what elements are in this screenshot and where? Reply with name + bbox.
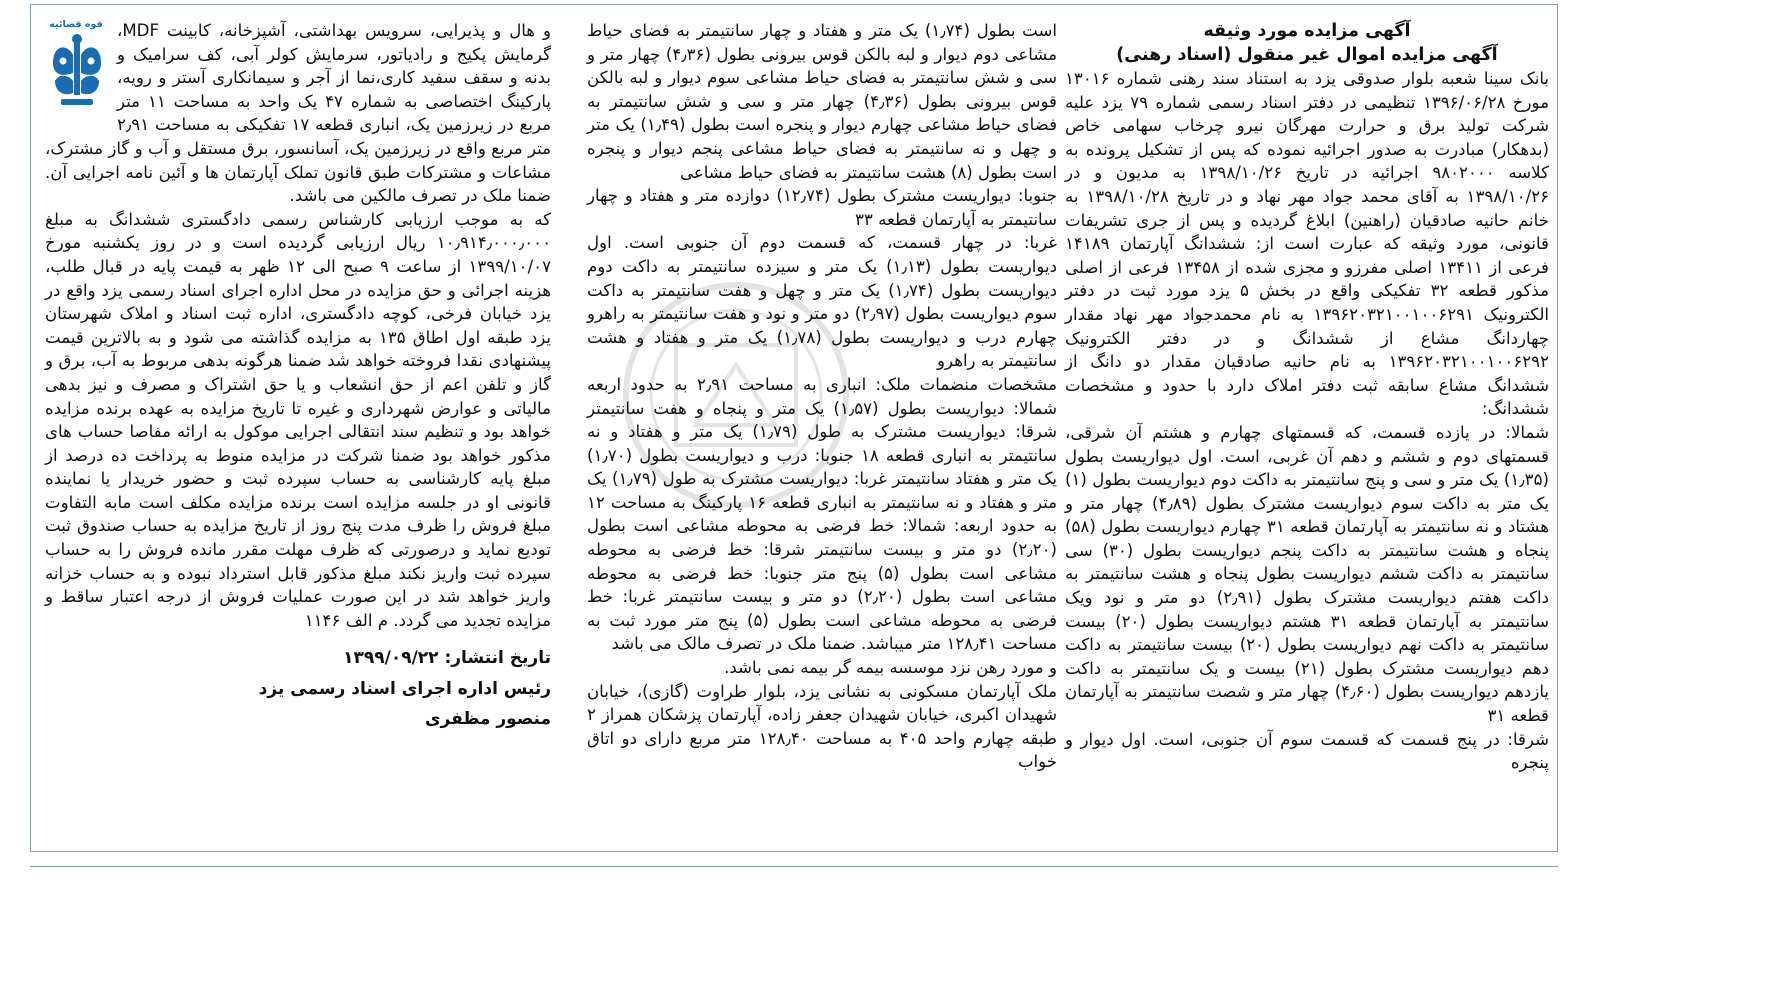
paragraph: و هال و پذیرایی، سرویس بهداشتی، آشپزخانه، کابینت MDF، گرمایش پکیج و رادیاتور، سرمایش کولر آبی، کف سرامیک و بدنه و سقف سفید کاری،نما از آجر و سیمانکاری آستر و رویه، پارکینگ اختصاصی به شماره ۴۷ یک واحد به مساحت ۱۱ متر مربع در زیرزمین یک، انباری قطعه ۱۷ تفکیکی به مساحت ۲٫۹۱ متر مربع واقع در زیرزمین یک، آسانسور، برق مستقل و آب و گاز مشترک، مشاعات و مشترکات طبق قانون تملک آپارتمان ها و آئین نامه اجرایی آن. ضمنا ملک در تصرف مالکین می باشد. — [45, 21, 551, 206]
paragraph: شمالا: در یازده قسمت، که قسمتهای چهارم و هشتم آن شرقی، قسمتهای دوم و ششم و دهم آن غربی، است. اول دیواریست بطول (۱٫۳۵) یک متر و سی و پنج سانتیمتر به داکت دوم دیواریست بطول (۱) یک متر به داکت سوم دیواریست مشترک بطول (۴٫۸۹) چهار متر و هشتاد و نه سانتیمتر به آپارتمان قطعه ۳۱ چهارم دیواریست بطول (۵۸) پنجاه و هشت سانتیمتر به داکت پنجم دیواریست بطول (۳۰) سی سانتیمتر به داکت ششم دیواریست بطول پنجاه و هشت سانتیمتر به داکت هفتم دیواریست مشترک بطول (۲٫۹۱) دو متر و نود ویک سانتیمتر به آپارتمان قطعه ۳۱ هشتم دیواریست بطول (۲۰) بیست سانتیمتر به داکت نهم دیواریست بطول (۲۰) بیست سانتیمتر به داکت دهم دیواریست مشترک بطول (۲۱) بیست و یک سانتیمتر به داکت یازدهم دیواریست بطول (۴٫۶۰) چهار متر و شصت سانتیمتر به آپارتمان قطعه ۳۱ — [1065, 422, 1550, 726]
notice-frame — [30, 4, 1558, 852]
paragraph: مشخصات منضمات ملک: انباری به مساحت ۲٫۹۱ به حدود اربعه شمالا: دیواریست بطول (۱٫۵۷) یک متر و پنجاه و هفت سانتیمتر شرقا: دیواریست مشترک به طول (۱٫۷۹) یک متر و هفتاد و نه سانتیمتر به انباری قطعه ۱۸ جنوبا: درب و دیواریست بطول (۱٫۷۰) یک متر و هفتاد سانتیمتر غربا: دیواریست مشترک به طول (۱٫۷۹) یک متر و هفتاد و نه سانتیمتر به انباری قطعه ۱۶ پارکینگ به مساحت ۱۲ به حدود اربعه: شمالا: خط فرضی به محوطه مشاعی است بطول (۲٫۲۰) دو متر و بیست سانتیمتر شرقا: خط فرضی به محوطه مشاعی است بطول (۵) پنج متر جنوبا: خط فرضی به محوطه مشاعی است بطول (۲٫۲۰) دو متر و بیست سانتیمتر غربا: خط فرضی به محوطه مشاعی است بطول (۵) پنج متر مورد ثبت به مساحت ۱۲۸٫۴۱ متر میباشد. ضمنا ملک در تصرف مالک می باشد — [587, 374, 1058, 654]
left-column — [45, 19, 551, 732]
judiciary-emblem-icon — [49, 33, 105, 109]
paragraph: غربا: در چهار قسمت، که قسمت دوم آن جنوبی است. اول دیواریست بطول (۱٫۱۳) یک متر و سیزده سانتیمتر به داکت دوم دیواریست بطول (۱٫۷۴) یک متر و چهل و هفت سانتیمتر به داکت سوم دیواریست بطول (۲٫۹۷) دو متر و نود و هفت سانتیمتر به راهرو چهارم درب و دیواریست بطول (۱٫۷۸) یک متر و هفتاد و هشت سانتیمتر به راهرو — [587, 233, 1057, 371]
paragraph: جنوبا: دیواریست مشترک بطول (۱۲٫۷۴) دوازده متر و هفتاد و چهار سانتیمتر به آپارتمان قطعه ۳۳ — [587, 186, 1057, 229]
notice-subtitle: آگهی مزایده اموال غیر منقول (اسناد رهنی) — [1116, 45, 1498, 65]
middle-column — [587, 19, 1057, 774]
logo-caption: قوه قضائیه — [49, 19, 103, 30]
notice-title: آگهی مزایده مورد وثیقه — [1203, 21, 1411, 41]
signer-name: منصور مظفری — [424, 709, 551, 730]
right-column — [1065, 19, 1549, 775]
paragraph: که به موجب ارزیابی کارشناس رسمی دادگستری ششدانگ به مبلغ ۱۰٫۹۱۴٫۰۰۰٫۰۰۰ ریال ارزیابی گردیده است و در روز یکشنبه مورخ ۱۳۹۹/۱۰/۰۷ از ساعت ۹ صبح الی ۱۲ ظهر به قیمت پایه در قبال طلب، هزینه اجرائی و حق مزایده در محل اداره اجرای اسناد رسمی یزد واقع در یزد خیابان فرخی، کوچه دادگستری، اداره ثبت اسناد و املاک شهرستان یزد طبقه اول اطاق ۱۳۵ به مزایده گذاشته می شود و به بالاترین قیمت پیشنهادی نقدا فروخته خواهد شد ضمنا هرگونه بدهی مربوط به آب، برق و گاز و تلفن اعم از حق انشعاب و یا حق اشتراک و مصرف و نیز بدهی مالیاتی و عوارض شهرداری و غیره تا تاریخ مزایده به عهده برنده مزایده خواهد بود و تنظیم سند انتقالی اجرایی موکول به ارائه مفاصا حساب های مذکور خواهد بود ضمنا شرکت در مزایده منوط به پرداخت ده درصد از مبلغ پایه کارشناسی به حساب سپرده ثبت و حضور خریدار یا نماینده قانونی او در جلسه مزایده است برنده مزایده مکلف است مابه التفاوت مبلغ فروش را ظرف مدت پنج روز از تاریخ مزایده به حساب صندوق ثبت تودیع نماید و درصورتی که ظرف مهلت مقرر مانده فروش را به حساب سپرده ثبت واریز نکند مبلغ مذکور قابل استرداد نبوده و به حساب خزانه واریز خواهد شد در این صورت عملیات فروش از درجه اعتبار ساقط و مزایده تجدید می گردد. م الف ۱۱۴۶ — [45, 209, 551, 630]
judiciary-logo — [45, 19, 107, 113]
paragraph: شرقا: در پنج قسمت که قسمت سوم آن جنوبی، است. اول دیوار و پنجره — [1065, 729, 1549, 773]
publish-date: تاریخ انتشار: ۱۳۹۹/۰۹/۲۲ — [343, 648, 551, 669]
paragraph: بانک سینا شعبه بلوار صدوقی یزد به استناد سند رهنی شماره ۱۳۰۱۶ مورخ ۱۳۹۶/۰۶/۲۸ تنظیمی در دفتر اسناد رسمی شماره ۷۹ یزد علیه شرکت تولید برق و حرارت مهرگان نیرو چرخاب سهامی خاص (بدهکار) مبادرت به صدور اجرائیه نموده که پس از تشکیل پرونده به کلاسه ۹۸۰۲۰۰۰ اجرائیه در تاریخ ۱۳۹۸/۱۰/۲۶ به مدیون و در ۱۳۹۸/۱۰/۲۶ به آقای محمد جواد مهر نهاد و در تاریخ ۱۳۹۸/۱۰/۲۸ به خانم حانیه صادقیان (راهنین) ابلاغ گردیده و پس از جری تشریفات قانونی، مورد وثیقه که عبارت است از: ششدانگ آپارتمان ۱۴۱۸۹ فرعی از ۱۳۴۱۱ اصلی مفرزو و مجزی شده از ۱۳۴۵۸ فرعی از اصلی مذکور قطعه ۳۲ تفکیکی واقع در بخش ۵ یزد مورد ثبت در دفتر الکترونیک ۱۳۹۶۲۰۳۲۱۰۰۱۰۰۶۲۹۱ به نام محمدجواد مهر نهاد مقدار چهاردانگ مشاع از ششدانگ و در دفتر الکترونیک ۱۳۹۶۲۰۳۲۱۰۰۱۰۰۶۲۹۲ به نام حانیه صادقیان مقدار دو دانگ از ششدانگ مشاع سابقه ثبت دفتر املاک دارد با حدود و مشخصات ششدانگ: — [1065, 69, 1550, 419]
signer-title: رئیس اداره اجرای اسناد رسمی یزد — [258, 678, 551, 699]
paragraph: ملک آپارتمان مسکونی به نشانی یزد، بلوار طراوت (گازی)، خیابان شهیدان اکبری، خیابان شهیدان جعفر زاده، آپارتمان پزشکان همراز ۲ طبقه چهارم واحد ۴۰۵ به مساحت ۱۲۸٫۴۰ متر مربع دارای دو اتاق خواب — [587, 681, 1058, 772]
paragraph: و مورد رهن نزد موسسه بیمه گر بیمه نمی باشد. — [724, 658, 1057, 678]
notice-footer — [45, 646, 551, 732]
bottom-divider — [30, 866, 1558, 867]
paragraph: است بطول (۱٫۷۴) یک متر و هفتاد و چهار سانتیمتر به فضای حیاط مشاعی دوم دیوار و لبه بالکن قوس بیرونی بطول (۴٫۳۶) چهار متر و سی و شش سانتیمتر به فضای حیاط مشاعی سوم دیوار و لبه بالکن قوس بیرونی بطول (۴٫۳۶) چهار متر و سی و شش سانتیمتر به فضای حیاط مشاعی چهارم دیوار و پنجره است بطول (۱٫۴۹) یک متر و چهل و نه سانتیمتر به فضای حیاط مشاعی پنجم دیوار و پنجره است بطول (۸) هشت سانتیمتر به فضای حیاط مشاعی — [587, 21, 1058, 182]
